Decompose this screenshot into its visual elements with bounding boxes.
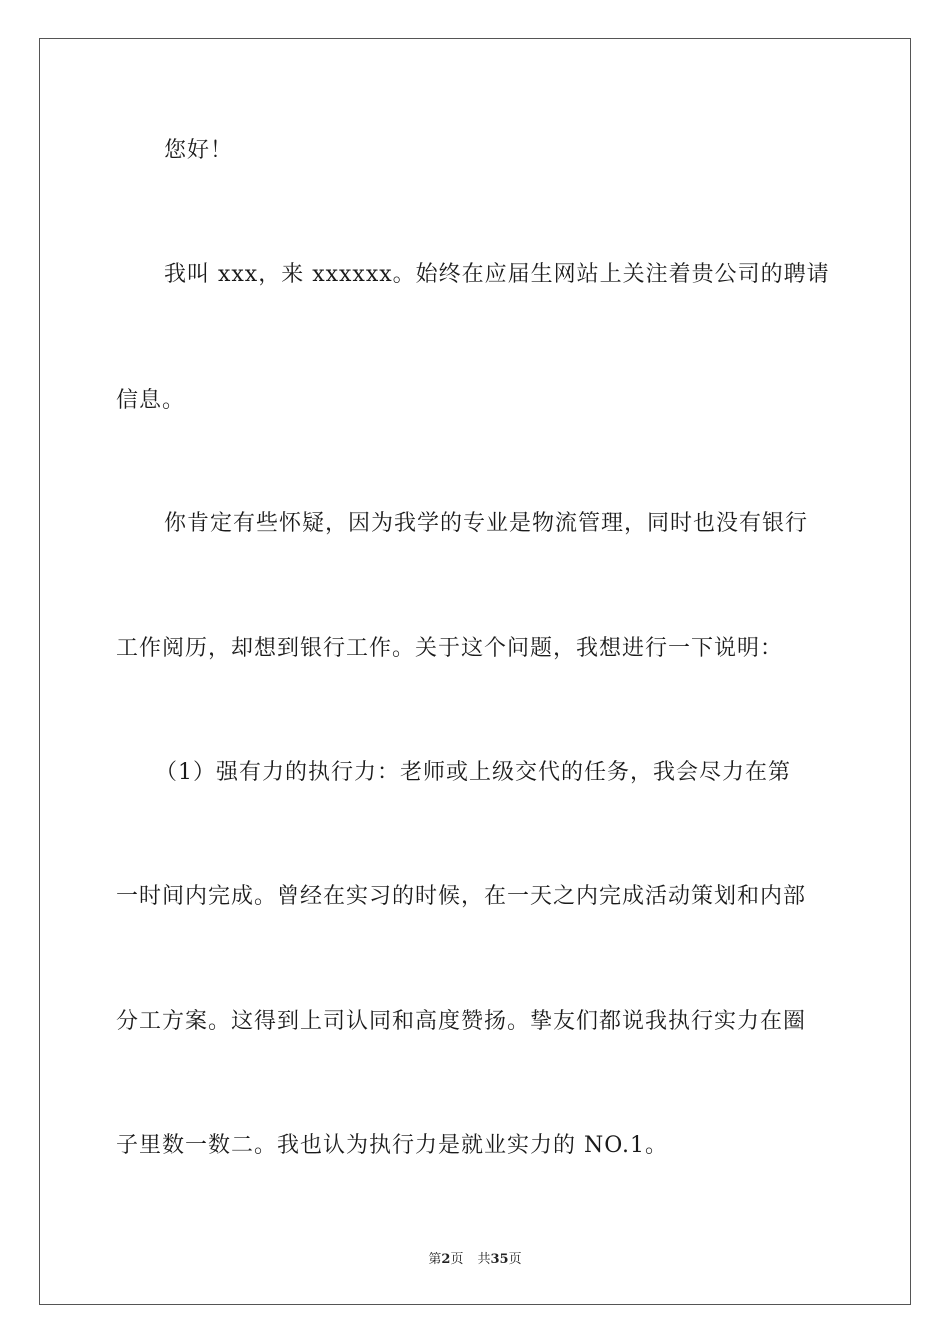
paragraph-2-line-1: 你肯定有些怀疑，因为我学的专业是物流管理，同时也没有银行 <box>164 511 809 536</box>
paragraph-3-line-4: 子里数一数二。我也认为执行力是就业实力的 NO.1。 <box>116 1133 668 1158</box>
paragraph-1-line-1: 我叫 xxx，来 xxxxxx。始终在应届生网站上关注着贵公司的聘请 <box>164 262 830 287</box>
page-suffix: 页 <box>450 1252 464 1267</box>
total-pages: 35 <box>490 1252 509 1267</box>
total-prefix: 共 <box>477 1252 491 1267</box>
paragraph-2-line-2: 工作阅历，却想到银行工作。关于这个问题，我想进行一下说明： <box>116 636 784 661</box>
page-footer <box>0 1248 950 1267</box>
total-suffix: 页 <box>508 1252 522 1267</box>
greeting-line: 您好！ <box>164 138 234 163</box>
page-number: 2 <box>441 1252 451 1267</box>
paragraph-1-line-2: 信息。 <box>116 388 186 413</box>
page-prefix: 第 <box>428 1252 442 1267</box>
paragraph-3-line-3: 分工方案。这得到上司认同和高度赞扬。挚友们都说我执行实力在圈 <box>116 1009 807 1034</box>
page-frame <box>39 38 911 1305</box>
paragraph-3-line-2: 一时间内完成。曾经在实习的时候，在一天之内完成活动策划和内部 <box>116 884 807 909</box>
paragraph-3-line-1: （1）强有力的执行力：老师或上级交代的任务，我会尽力在第 <box>155 760 791 785</box>
